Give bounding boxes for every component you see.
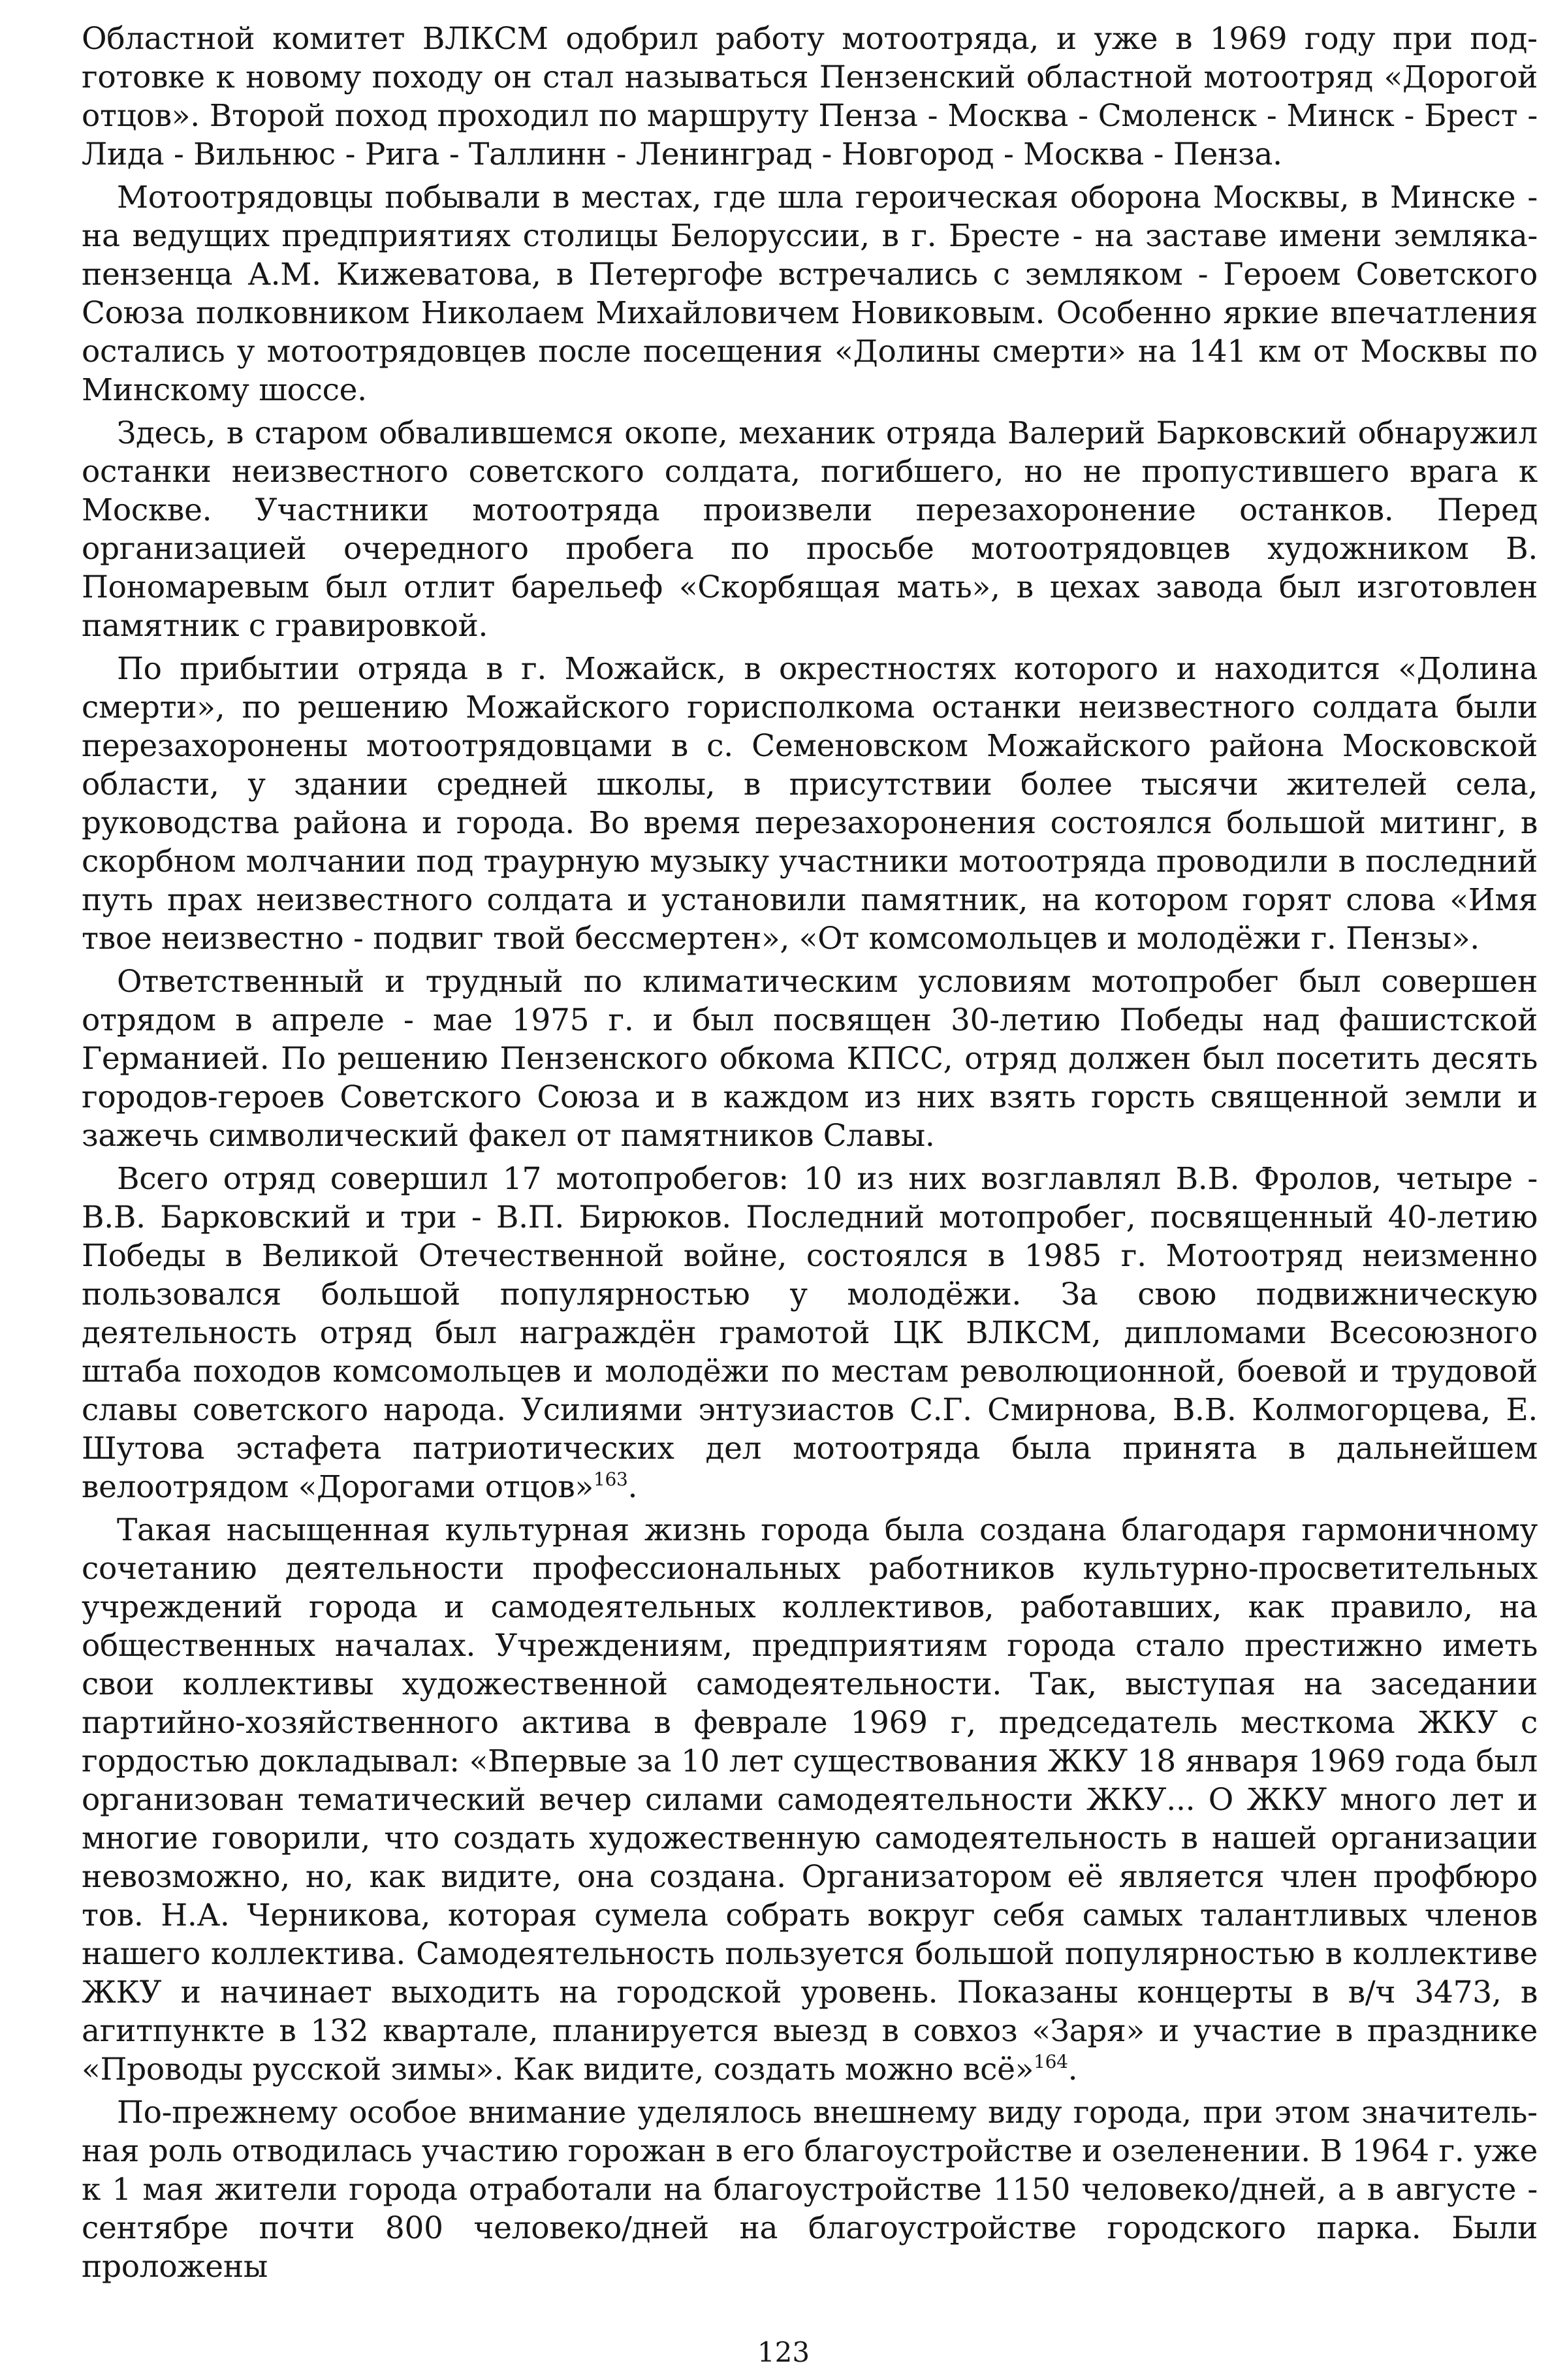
paragraph-text: По прибытии отряда в г. Можайск, в окрестностях которого и находится «Долина смерти», по решению Можайского горисполкома останки неизвестного солдата были перезахоронены мотоотрядовцами в с. Семеновском Можайского района Московской области, у здании средней школы, в присутствии более тысячи жителей села, руководства района и города. Во время перезахоронения состоялся большой митинг, в скорбном молчании под траурную музыку участники мотоотряда проводили в последний путь прах неизвестного солдата и установили памятник, на котором горят слова «Имя твое неизвестно - подвиг твой бессмертен», «От комсомольцев и молодёжи г. Пензы». [82, 651, 1538, 957]
footnote-ref-164: 164 [1034, 2051, 1068, 2072]
paragraph-5 [82, 962, 1538, 1155]
page-number: 123 [757, 2336, 810, 2368]
paragraph-text: Мотоотрядовцы побывали в местах, где шла героическая оборона Москвы, в Минске - на ведущих предприятиях столицы Белоруссии, в г. Бресте - на заставе имени земляка-пензенца А.М. Кижеватова, в Петергофе встречались с земляком - Героем Советского Союза полковником Николаем Михайловичем Новиковым. Особенно яркие впечатления остались у мотоотрядовцев после посещения «Долины смерти» на 141 км от Москвы по Минскому шоссе. [82, 180, 1538, 408]
paragraph-text: Такая насыщенная культурная жизнь города была создана благодаря гармоничному сочетанию деятельности профессиональных работников культурно-просветительных учреждений города и самодеятельных коллективов, работавших, как правило, на общественных началах. Учреждениям, предприятиям города стало престижно иметь свои коллективы художественной самодеятельности. Так, выступая на заседании партийно-хозяйственного актива в феврале 1969 г, председатель месткома ЖКУ с гордостью докладывал: «Впервые за 10 лет существования ЖКУ 18 января 1969 года был организован тематический вечер силами самодеятельности ЖКУ... О ЖКУ много лет и многие говорили, что создать художественную самодеятельность в нашей организации невозможно, но, как видите, она создана. Организатором её является член профбюро тов. Н.А. Черникова, которая сумела собрать вокруг себя самых талантливых членов нашего коллектива. Самодеятельность пользуется большой популярностью в коллективе ЖКУ и начинает выходить на городской уровень. Показаны концерты в в/ч 3473, в агитпункте в 132 квартале, планируется выезд в совхоз «Заря» и участие в празднике «Проводы русской зимы». Как видите, создать можно всё» [82, 1512, 1538, 2087]
paragraph-text: По-прежнему особое внимание уделялось внешнему виду города, при этом значительная роль отводилась участию горожан в его благоустройстве и озеленении. В 1964 г. уже к 1 мая жители города отработали на благоустройстве 1150 человеко/дней, а в августе - сентябре почти 800 человеко/дней на благоустройстве городского парка. Были проложены [82, 2095, 1538, 2285]
paragraph-7: Такая насыщенная культурная жизнь города была создана благодаря гармоничному сочетанию деятельности профессиональных работников культурно-просветительных учреждений города и самодеятельных коллективов, работавших, как правило, на общественных началах. Учреждениям, предприятиям города стало престижно иметь свои коллективы художественной самодеятельности. Так, выступая на заседании партийно-хозяйственного актива в феврале 1969 г, председатель месткома ЖКУ с гордостью докладывал: «Впервые за 10 лет существования ЖКУ 18 января 1969 года был организован тематический вечер силами самодеятельности ЖКУ... О ЖКУ много лет и многие говорили, что создать художественную самодеятельность в нашей организации невозможно, но, как видите, она создана. Организатором её является член профбюро тов. Н.А. Черникова, которая сумела собрать вокруг себя самых талантливых членов нашего коллектива. Самодеятельность пользуется большой популярностью в коллективе ЖКУ и начинает выходить на городской уровень. Показаны концерты в в/ч 3473, в агитпункте в 132 квартале, планируется выезд в совхоз «Заря» и участие в празднике «Проводы русской зимы». Как видите, создать можно всё»$^{164}$. [82, 1512, 1538, 2087]
paragraph-1 [82, 20, 1538, 174]
body-text [82, 20, 1538, 2291]
paragraph-text: Ответственный и трудный по климатическим условиям мотопробег был совершен отрядом в апреле - мае 1975 г. и был посвящен 30-летию Победы над фашистской Германией. По решению Пензенского обкома КПСС, отряд должен был посетить десять городов-героев Советского Союза и в каждом из них взять горсть священной земли и зажечь символический факел от памятников Славы. [82, 964, 1538, 1154]
paragraph-8 [82, 2093, 1538, 2286]
paragraph-3 [82, 414, 1538, 645]
paragraph-text: Здесь, в старом обвалившемся окопе, механик отряда Валерий Барковский обнаружил останки неизвестного советского солдата, погибшего, но не пропустившего врага к Москве. Участники мотоотряда произвели перезахоронение останков. Перед организацией очередного пробега по просьбе мотоотрядовцев художником В. Пономаревым был отлит барельеф «Скорбящая мать», в цехах завода был изготовлен памятник с гравировкой. [82, 415, 1538, 644]
paragraph-2 [82, 178, 1538, 409]
paragraph-6: Всего отряд совершил 17 мотопробегов: 10 из них возглавлял В.В. Фролов, четыре - В.В. Барковский и три - В.П. Бирюков. Последний мотопробег, посвященный 40-летию Победы в Великой Отечественной войне, состоялся в 1985 г. Мотоотряд неизменно пользовался большой популярностью у молодёжи. За свою подвижническую деятельность отряд был награждён грамотой ЦК ВЛКСМ, дипломами Всесоюзного штаба походов комсомольцев и молодёжи по местам революционной, боевой и трудовой славы советского народа. Усилиями энтузиастов С.Г. Смирнова, В.В. Колмогорцева, Е. Шутова эстафета патриотических дел мотоотряда была принята в дальнейшем велоотрядом «Дорогами отцов»$^{163}$. [82, 1161, 1538, 1505]
footnote-ref-163: 163 [593, 1468, 628, 1490]
paragraph-text: Всего отряд совершил 17 мотопробегов: 10 из них возглавлял В.В. Фролов, четыре - В.В. Барковский и три - В.П. Бирюков. Последний мотопробег, посвященный 40-летию Победы в Великой Отечественной войне, состоялся в 1985 г. Мотоотряд неизменно пользовался большой популярностью у молодёжи. За свою подвижническую деятельность отряд был награждён грамотой ЦК ВЛКСМ, дипломами Всесоюзного штаба походов комсомольцев и молодёжи по местам революционной, боевой и трудовой славы советского народа. Усилиями энтузиастов С.Г. Смирнова, В.В. Колмогорцева, Е. Шутова эстафета патриотических дел мотоотряда была принята в дальнейшем велоотрядом «Дорогами отцов» [82, 1161, 1538, 1505]
paragraph-text: Областной комитет ВЛКСМ одобрил работу мотоотряда, и уже в 1969 году при подготовке к новому походу он стал называться Пензенский областной мотоотряд «Дорогой отцов». Второй поход проходил по маршруту Пенза - Москва - Смоленск - Минск - Брест - Лида - Вильнюс - Рига - Таллинн - Ленинград - Новгород - Москва - Пенза. [82, 21, 1538, 172]
paragraph-4 [82, 650, 1538, 958]
